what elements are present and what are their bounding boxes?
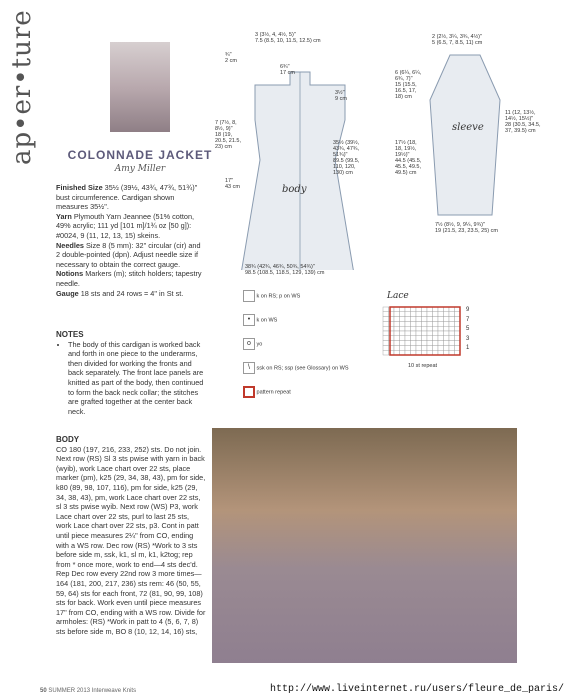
lace-cell — [438, 321, 444, 326]
lace-cell — [383, 336, 389, 341]
notes-heading: NOTES — [56, 330, 84, 339]
lace-cell — [427, 341, 433, 346]
lace-cell — [394, 341, 400, 346]
lace-cell — [455, 331, 461, 336]
lace-cell — [455, 345, 461, 350]
lace-cell — [455, 336, 461, 341]
lace-cell — [400, 341, 406, 346]
body-bottom-measure: 38¾ (42¾, 46¾, 50¾, 54¾)" 98.5 (108.5, 118.5, 129, 139) cm — [245, 264, 325, 276]
lace-cell — [433, 331, 439, 336]
lace-cell — [438, 312, 444, 317]
body-top-measure: 3 (3½, 4, 4½, 5)" 7.5 (8.5, 10, 11.5, 12.5) cm — [255, 32, 321, 44]
lace-row-number: 9 — [466, 307, 470, 313]
spec-size: Finished Size 35½ (39½, 43¾, 47¾, 51¾)" bust circumference. Cardigan shown measures 35½". — [56, 183, 198, 212]
lace-row-number: 5 — [466, 326, 470, 332]
lace-cell — [449, 312, 455, 317]
lace-cell — [438, 336, 444, 341]
key-item: pattern repeat — [243, 386, 373, 398]
lace-cell — [411, 336, 417, 341]
lace-cell — [394, 317, 400, 322]
designer-name: Amy Miller — [114, 164, 166, 174]
footer: 50 SUMMER 2013 Interweave Knits — [40, 688, 137, 694]
spec-notions: Notions Markers (m); stitch holders; tapestry needle. — [56, 269, 202, 288]
lace-cell — [416, 326, 422, 331]
lace-cell — [405, 345, 411, 350]
lace-cell — [433, 312, 439, 317]
lace-cell — [383, 326, 389, 331]
sleeve-schematic — [420, 40, 510, 230]
body-armhole-measure: 7 (7½, 8, 8½, 9)" 18 (19, 20.5, 21.5, 23) cm — [215, 120, 241, 150]
lace-cell — [455, 317, 461, 322]
lace-cell — [449, 317, 455, 322]
lace-cell — [394, 331, 400, 336]
lace-cell — [433, 321, 439, 326]
lace-cell — [427, 317, 433, 322]
key-item: k on RS; p on WS — [243, 290, 373, 302]
lace-cell — [422, 345, 428, 350]
sleeve-length-measure: 17½ (18, 18, 19½, 19½)" 44.5 (45.5, 45.5, 49.5, 49.5) cm — [395, 140, 422, 176]
specs — [56, 183, 206, 298]
lace-cell — [411, 317, 417, 322]
lace-cell — [405, 321, 411, 326]
lace-cell — [411, 341, 417, 346]
lace-cell — [422, 341, 428, 346]
lace-cell — [422, 336, 428, 341]
sleeve-label: sleeve — [452, 122, 484, 133]
lace-chart — [380, 305, 465, 365]
lace-cell — [455, 312, 461, 317]
lace-cell — [444, 341, 450, 346]
lace-cell — [427, 336, 433, 341]
lace-cell — [383, 307, 389, 312]
lace-cell — [405, 317, 411, 322]
body-instructions: CO 180 (197, 216, 233, 252) sts. Do not join. Next row (RS) Sl 3 sts pwise with yarn in back (wyib), work Lace chart over 22 sts, place marker (pm), k25 (29, 34, 38, 43), pm for side, k80 (89, 98, 107, 116), pm for side, k25 (29, 34, 38, 43), pm, work Lace chart over 22 sts, sl 3 sts pwise wyib. Next row (WS) P3, work Lace chart over 22 sts, purl to last 25 sts, work Lace chart over 22 sts, p3. Cont in patt until piece measures 2¼" from CO, ending with a WS row. Dec row (RS) *Work to 3 sts before side m, ssk, k1, sl m, k1, k2tog; rep from * once more, work to end—4 sts dec'd. Rep Dec row every 22nd row 3 more times—164 (181, 200, 217, 236) sts rem: 46 (50, 55, 59, 64) sts for each front, 72 (81, 90, 99, 108) sts for back. Work even until piece measures 17" from CO, ending with a WS row. Divide for armholes: (RS) *Work in patt to 4 (5, 6, 7, 8) sts before side m, BO 8 (10, 12, 14, 16) sts, — [56, 444, 206, 636]
lace-cell — [449, 321, 455, 326]
vertical-title: ap•er•ture — [7, 9, 37, 165]
lace-row-number: 7 — [466, 316, 470, 323]
lace-cell — [427, 331, 433, 336]
lace-cell — [449, 345, 455, 350]
lace-cell — [416, 317, 422, 322]
lace-cell — [433, 345, 439, 350]
lace-cell — [455, 326, 461, 331]
lace-row-numbers — [466, 306, 469, 354]
lace-cell — [433, 326, 439, 331]
lace-cell — [383, 350, 389, 355]
lace-cell — [449, 341, 455, 346]
lace-row-number: 1 — [466, 345, 470, 351]
body-section — [56, 435, 206, 636]
lace-cell — [427, 321, 433, 326]
key-item: • k on WS — [243, 314, 373, 326]
garment-photo — [212, 428, 517, 663]
lace-cell — [400, 321, 406, 326]
lace-cell — [394, 336, 400, 341]
lace-cell — [400, 345, 406, 350]
lace-cell — [383, 345, 389, 350]
lace-cell — [444, 321, 450, 326]
lace-cell — [427, 345, 433, 350]
lace-cell — [433, 341, 439, 346]
lace-cell — [444, 312, 450, 317]
lace-cell — [433, 336, 439, 341]
lace-cell — [449, 331, 455, 336]
lace-cell — [400, 336, 406, 341]
lace-cell — [411, 312, 417, 317]
lace-cell — [427, 312, 433, 317]
lace-cell — [449, 336, 455, 341]
key-item: o yo — [243, 338, 373, 350]
sleeve-bottom-measure: 7½ (8½, 9, 9¼, 9¾)" 19 (21.5, 23, 23.5, 25) cm — [435, 222, 498, 234]
source-url[interactable]: http://www.liveinternet.ru/users/fleure_de_paris/ — [270, 684, 565, 695]
lace-cell — [383, 341, 389, 346]
lace-cell — [438, 326, 444, 331]
body-label: body — [282, 184, 307, 195]
lace-cell — [394, 312, 400, 317]
lace-cell — [444, 345, 450, 350]
lace-cell — [455, 341, 461, 346]
lace-cell — [422, 321, 428, 326]
lace-cell — [405, 336, 411, 341]
lace-cell — [394, 326, 400, 331]
lace-cell — [444, 331, 450, 336]
lace-cell — [438, 331, 444, 336]
lace-cell — [444, 317, 450, 322]
lace-cell — [400, 326, 406, 331]
spec-gauge: Gauge 18 sts and 24 rows = 4" in St st. — [56, 288, 184, 298]
lace-cell — [411, 321, 417, 326]
lace-cell — [405, 312, 411, 317]
lace-cell — [383, 321, 389, 326]
body-shoulder-measure: 3½" 9 cm — [335, 90, 347, 102]
lace-cell — [449, 326, 455, 331]
lace-cell — [405, 341, 411, 346]
lace-cell — [383, 331, 389, 336]
lace-row-number: 3 — [466, 335, 470, 342]
sleeve-upper-measure: 11 (12, 13½, 14½, 15½)" 28 (30.5, 34.5, 37, 39.5) cm — [505, 110, 541, 134]
lace-cell — [400, 331, 406, 336]
pattern-title: COLONNADE JACKET — [67, 148, 213, 162]
lace-cell — [422, 331, 428, 336]
lace-cell — [416, 312, 422, 317]
lace-cell — [405, 326, 411, 331]
body-neck-measure: 6¾" 17 cm — [280, 64, 295, 76]
lace-cell — [394, 321, 400, 326]
body-side-measure: ¾" 2 cm — [225, 52, 237, 64]
spec-needles: Needles Size 8 (5 mm): 32" circular (cir) and 2 double-pointed (dpn). Adjust needle size if necessary to obtain the correct gauge. — [56, 240, 201, 269]
lace-cell — [433, 317, 439, 322]
lace-cell — [438, 317, 444, 322]
lace-cell — [394, 345, 400, 350]
lace-cell — [383, 317, 389, 322]
notes-section — [56, 330, 206, 416]
lace-cell — [455, 321, 461, 326]
body-length-measure: 35½ (39½, 43¾, 47¾, 51¾)" 89.5 (99.5, 110, 120, 130) cm — [333, 140, 360, 176]
chart-key — [243, 290, 373, 398]
note-item: • The body of this cardigan is worked back and forth in one piece to the underarms, then divided for working the fronts and back separately. The front lace panels are knitted as part of the body, then continued to form the back neck collar; the stitches are grafted together at the center back neck. — [68, 340, 206, 417]
lace-cell — [416, 331, 422, 336]
thumbnail-photo — [110, 42, 170, 132]
lace-cell — [422, 326, 428, 331]
lace-cell — [438, 341, 444, 346]
lace-cell — [411, 331, 417, 336]
lace-cell — [383, 312, 389, 317]
lace-cell — [405, 331, 411, 336]
sleeve-cap-measure: 6 (6¼, 6¼, 6¾, 7)" 15 (15.5, 16.5, 17, 18) cm — [395, 70, 422, 100]
lace-cell — [438, 345, 444, 350]
lace-cell — [400, 317, 406, 322]
lace-cell — [400, 312, 406, 317]
lace-cell — [411, 345, 417, 350]
lace-cell — [444, 326, 450, 331]
lace-cell — [427, 326, 433, 331]
lace-title: Lace — [387, 291, 409, 301]
lace-cell — [411, 326, 417, 331]
spec-yarn: Yarn Plymouth Yarn Jeannee (51% cotton, 49% acrylic; 111 yd [101 m]/1¾ oz [50 g]): #0024, 9 (11, 12, 13, 15) skeins. — [56, 211, 195, 240]
lace-cell — [416, 341, 422, 346]
lace-cell — [422, 312, 428, 317]
lace-cell — [416, 336, 422, 341]
body-waist-measure: 17" 43 cm — [225, 178, 240, 190]
body-heading: BODY — [56, 435, 80, 444]
lace-repeat-label: 10 st repeat — [408, 363, 438, 369]
lace-cell — [444, 336, 450, 341]
lace-cell — [422, 317, 428, 322]
key-item: \ ssk on RS; ssp (see Glossary) on WS — [243, 362, 373, 374]
sleeve-top-measure: 2 (2½, 3¼, 3¾, 4½)" 5 (6.5, 7, 8.5, 11) cm — [432, 34, 483, 46]
lace-cell — [416, 345, 422, 350]
lace-cell — [416, 321, 422, 326]
body-schematic — [215, 30, 395, 270]
